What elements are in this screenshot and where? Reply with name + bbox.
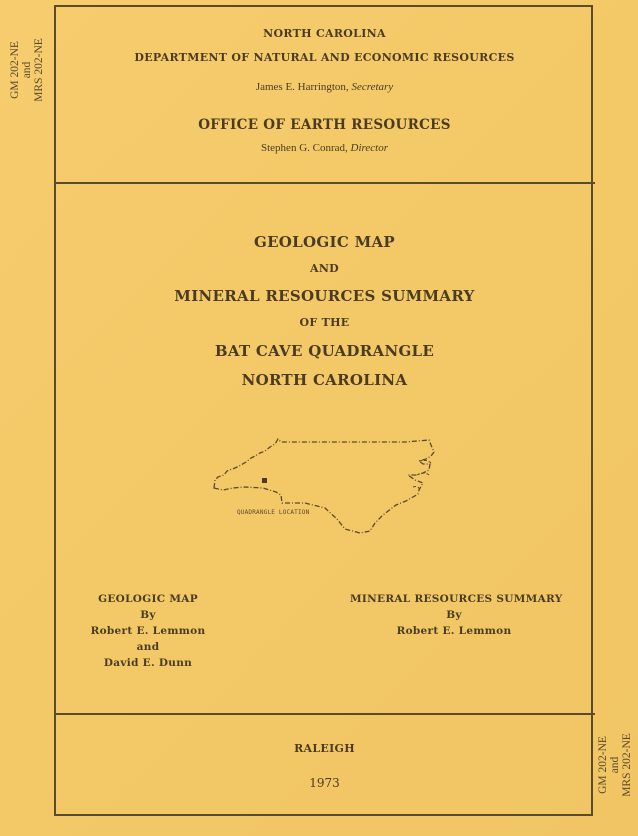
quadrangle-marker (262, 478, 267, 483)
map-label: QUADRANGLE LOCATION (237, 509, 310, 516)
title-line-3: MINERAL RESOURCES SUMMARY (174, 287, 475, 305)
footer-divider (54, 713, 595, 715)
credits-heading: GEOLOGIC MAP (98, 593, 198, 605)
department-name: DEPARTMENT OF NATURAL AND ECONOMIC RESOURCES (134, 51, 515, 64)
spine-series-mrs: MRS 202-NE (621, 733, 633, 797)
title-line-4: OF THE (299, 316, 350, 329)
director-line (54, 142, 595, 154)
director-title: Director (350, 142, 388, 154)
nc-outline-icon (205, 435, 450, 535)
geologic-map-credits (88, 591, 208, 671)
secretary-line (54, 81, 595, 93)
credits-by: By (446, 609, 462, 621)
secretary-name: James E. Harrington, (255, 81, 349, 93)
office-name: OFFICE OF EARTH RESOURCES (198, 117, 451, 133)
mineral-resources-credits (350, 591, 563, 639)
spine-and: and (21, 61, 33, 79)
spine-series-gm: GM 202-NE (597, 736, 609, 794)
secretary-title: Secretary (351, 81, 394, 93)
credits-by: By (140, 609, 156, 621)
title-line-5: BAT CAVE QUADRANGLE (214, 342, 435, 360)
publication-year: 1973 (309, 776, 340, 790)
credits-and: and (136, 641, 160, 653)
spine-series-mrs: MRS 202-NE (33, 38, 45, 102)
state-name: NORTH CAROLINA (263, 27, 386, 40)
spine-series-gm: GM 202-NE (9, 41, 21, 99)
title-line-1: GEOLOGIC MAP (253, 233, 396, 251)
credits-heading: MINERAL RESOURCES SUMMARY (350, 593, 563, 605)
publication-city: RALEIGH (294, 742, 355, 755)
director-name: Stephen G. Conrad, (261, 142, 348, 154)
credits-author: Robert E. Lemmon (396, 625, 512, 637)
header-divider (54, 182, 595, 184)
title-line-2: AND (309, 262, 340, 275)
quadrangle-location-map (205, 435, 450, 535)
spine-label-right (592, 700, 638, 830)
spine-and: and (609, 756, 621, 774)
spine-label-left (3, 20, 51, 120)
title-line-6: NORTH CAROLINA (241, 371, 408, 389)
credits-author: Robert E. Lemmon (90, 625, 206, 637)
credits-author: David E. Dunn (103, 657, 193, 669)
